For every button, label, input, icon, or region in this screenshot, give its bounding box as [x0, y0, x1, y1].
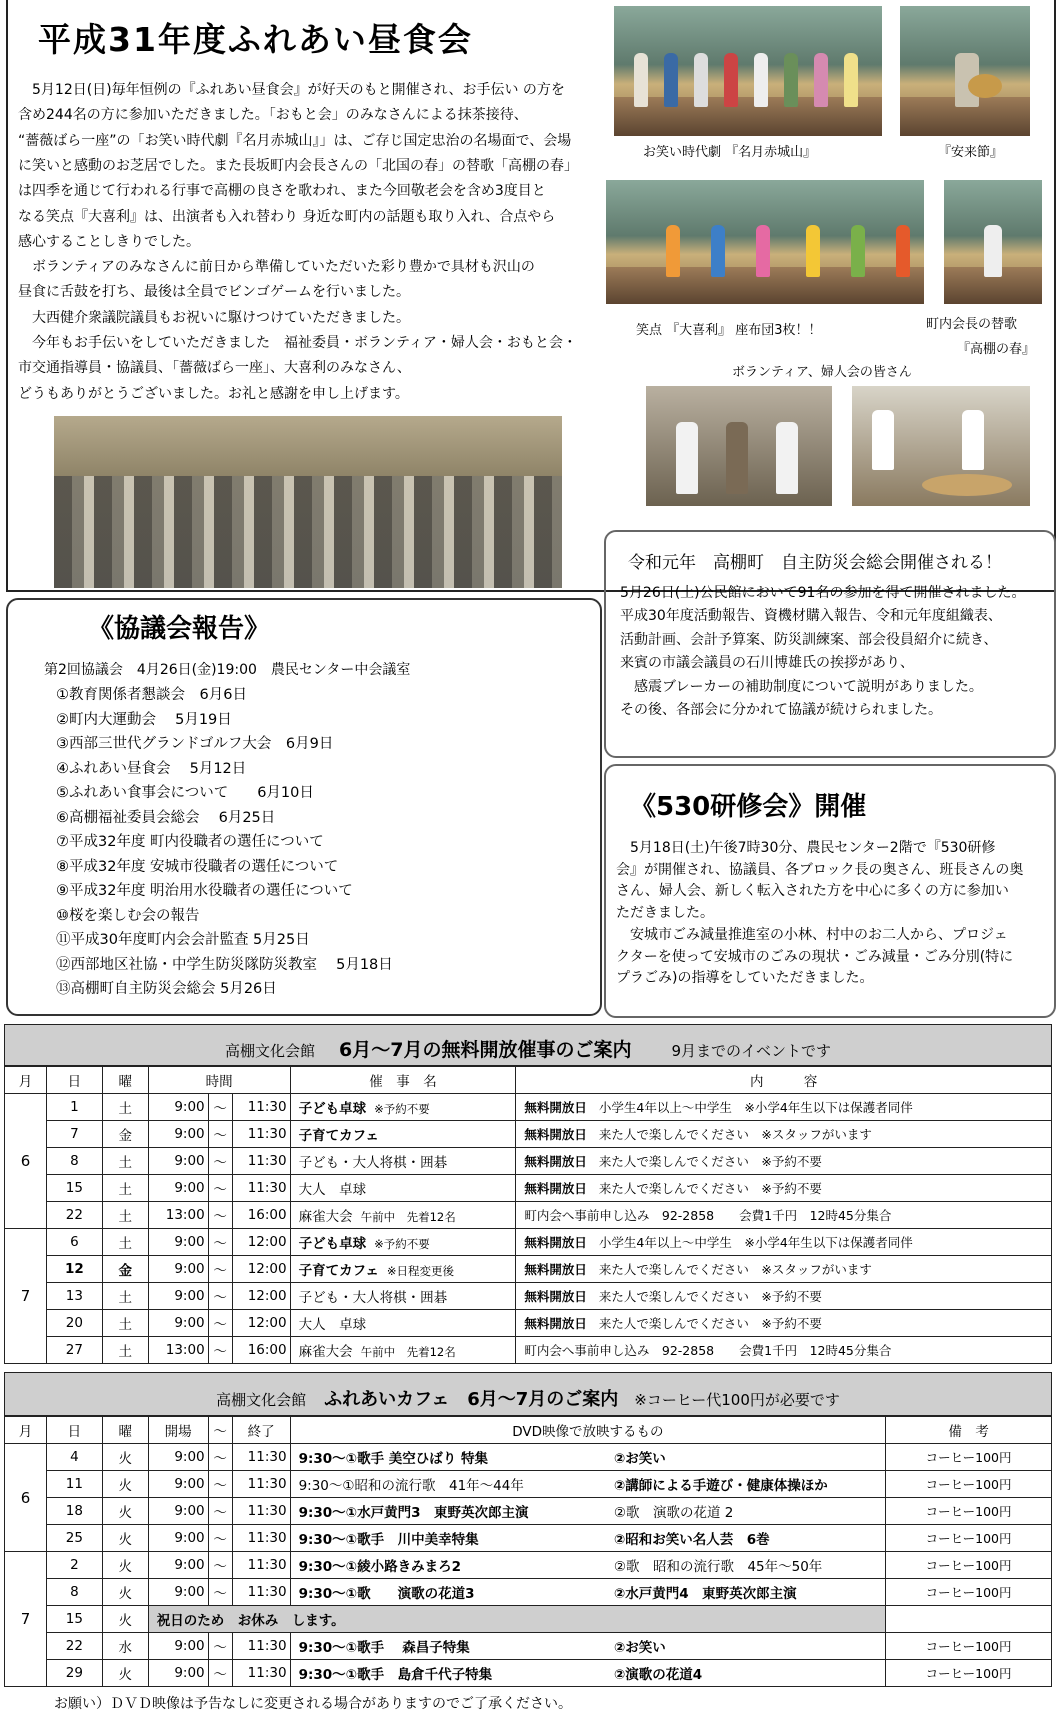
event-sep: ～ [208, 1337, 232, 1364]
bousai-line: 平成30年度活動報告、資機材購入報告、令和元年度組織表、 [620, 608, 1002, 625]
bousai-line: 感震ブレーカーの補助制度について説明がありました。 [620, 678, 983, 695]
event-name-note: ※日程変更後 [386, 1264, 455, 1278]
event-day: 12 [46, 1256, 102, 1283]
event-name: 子ども・大人将棋・囲碁 [298, 1155, 448, 1171]
event-end: 11:30 [232, 1094, 290, 1121]
cafe-dow: 火 [102, 1660, 148, 1687]
event-tag: 無料開放日 [524, 1316, 587, 1331]
cafe-open: 9:00 [148, 1633, 208, 1660]
lunch-body-line: “薔薇ばら一座”の「お笑い時代劇『名月赤城山』」は、ご存じ国定忠治の名場面で、会場 [18, 132, 572, 149]
event-tag: 無料開放日 [524, 1262, 587, 1277]
cafe-col-sep: ～ [208, 1417, 232, 1444]
photo-lunch-hall [54, 416, 562, 588]
events-note: 9月までのイベントです [671, 1042, 831, 1060]
event-name-cell [290, 1148, 516, 1175]
event-day: 22 [46, 1202, 102, 1229]
lunch-body-line: 含め244名の方に参加いただきました。「おもと会」のみなさんによる抹茶接待、 [18, 107, 528, 124]
event-month: 6 [5, 1094, 47, 1229]
event-sep: ～ [208, 1121, 232, 1148]
event-name: 大人 卓球 [298, 1317, 367, 1333]
event-name-note: ※予約不要 [374, 1102, 430, 1116]
events-heading: 6月～7月の無料開放催事のご案内 [339, 1039, 632, 1061]
cafe-note: ※コーヒー代100円が必要です [634, 1391, 840, 1409]
event-sep: ～ [208, 1148, 232, 1175]
event-name: 子ども卓球 [298, 1236, 367, 1252]
cafe-dvd-1: 9:30～①綾小路きみまろ2 [290, 1552, 606, 1579]
cafe-dow: 火 [102, 1498, 148, 1525]
kenshu-line: クターを使って安城市のごみの現状・ごみ減量・ごみ分別(特に [616, 948, 1014, 965]
cafe-dow: 水 [102, 1633, 148, 1660]
lunch-title: 平成31年度ふれあい昼食会 [38, 20, 473, 59]
event-content: 来た人で楽しんでください ※スタッフがいます [598, 1127, 872, 1142]
event-dow: 土 [102, 1148, 148, 1175]
event-sep: ～ [208, 1256, 232, 1283]
cafe-remark [886, 1606, 1052, 1633]
cafe-dvd-2: ②水戸黄門4 東野英次郎主演 [606, 1579, 886, 1606]
event-content-cell [516, 1229, 1052, 1256]
event-dow: 土 [102, 1283, 148, 1310]
cafe-day: 18 [46, 1498, 102, 1525]
cafe-open: 9:00 [148, 1552, 208, 1579]
event-sep: ～ [208, 1229, 232, 1256]
cafe-end: 11:30 [232, 1498, 290, 1525]
event-dow: 土 [102, 1337, 148, 1364]
council-item: ⑪平成30年度町内会会計監査 5月25日 [56, 932, 310, 948]
cafe-remark: コーヒー100円 [886, 1525, 1052, 1552]
event-start: 13:00 [148, 1337, 208, 1364]
council-item: ②町内大運動会 5月19日 [56, 711, 232, 728]
photo-yasugi [900, 6, 1030, 136]
cafe-remark: コーヒー100円 [886, 1444, 1052, 1471]
col-month: 月 [5, 1067, 47, 1094]
council-item: ④ふれあい昼食会 5月12日 [56, 760, 247, 777]
event-tag: 無料開放日 [524, 1235, 587, 1250]
cafe-open: 9:00 [148, 1444, 208, 1471]
events-table [4, 1066, 1052, 1364]
cafe-end: 11:30 [232, 1552, 290, 1579]
event-name-cell [290, 1094, 516, 1121]
event-dow: 土 [102, 1175, 148, 1202]
photo-volunteers-2 [852, 386, 1030, 506]
lunch-body-line: 感心することしきりでした。 [18, 233, 200, 250]
cafe-dvd-1: 9:30～①歌手 島倉千代子特集 [290, 1660, 606, 1687]
lunch-body-line: ボランティアのみなさんに前日から準備していただいた彩り豊かで具材も沢山の [18, 259, 535, 276]
event-start: 9:00 [148, 1229, 208, 1256]
event-name-cell [290, 1256, 516, 1283]
council-title: 《協議会報告》 [88, 614, 271, 644]
council-item: ①教育関係者懇談会 6月6日 [56, 687, 247, 703]
col-name: 催 事 名 [290, 1067, 516, 1094]
event-name: 麻雀大会 [298, 1344, 353, 1360]
cafe-footer: お願い）ＤＶＤ映像は予告なしに変更される場合がありますのでご了承ください。 [54, 1696, 572, 1712]
events-venue: 高棚文化会館 [224, 1042, 315, 1060]
event-start: 9:00 [148, 1121, 208, 1148]
lunch-body-line: 市交通指導員・協議員、「薔薇ばら一座」、大喜利のみなさん、 [18, 360, 411, 377]
event-row [5, 1256, 1052, 1283]
event-name-cell [290, 1337, 516, 1364]
cafe-remark: コーヒー100円 [886, 1660, 1052, 1687]
cafe-end: 11:30 [232, 1471, 290, 1498]
bousai-line: 5月26日(土)公民館において91名の参加を得て開催されました。 [620, 585, 1026, 601]
cafe-end: 11:30 [232, 1633, 290, 1660]
event-end: 11:30 [232, 1175, 290, 1202]
event-end: 12:00 [232, 1283, 290, 1310]
event-name: 子育てカフェ [298, 1128, 379, 1144]
event-name: 大人 卓球 [298, 1182, 367, 1198]
council-item: ⑥高棚福祉委員会総会 6月25日 [56, 809, 276, 826]
event-row [5, 1148, 1052, 1175]
event-row [5, 1094, 1052, 1121]
event-content-cell [516, 1256, 1052, 1283]
cafe-month: 6 [5, 1444, 47, 1552]
events-banner [4, 1024, 1052, 1066]
event-end: 11:30 [232, 1121, 290, 1148]
cafe-dow: 火 [102, 1552, 148, 1579]
cafe-row [5, 1606, 1052, 1633]
cafe-dow: 火 [102, 1606, 148, 1633]
event-start: 9:00 [148, 1175, 208, 1202]
council-item: ⑬高棚町自主防災会総会 5月26日 [56, 981, 277, 997]
event-content: 来た人で楽しんでください ※予約不要 [598, 1316, 822, 1331]
event-day: 13 [46, 1283, 102, 1310]
event-name-cell [290, 1202, 516, 1229]
event-day: 8 [46, 1148, 102, 1175]
kenshu-line: 会』が開催され、協議員、各ブロック長の奥さん、班長さんの奥 [616, 861, 1024, 878]
cafe-sep: ～ [208, 1579, 232, 1606]
event-day: 20 [46, 1310, 102, 1337]
cafe-end: 11:30 [232, 1660, 290, 1687]
col-day: 日 [46, 1067, 102, 1094]
cafe-sep: ～ [208, 1633, 232, 1660]
event-row [5, 1283, 1052, 1310]
cafe-day: 15 [46, 1606, 102, 1633]
lunch-body-line: 今年もお手伝いをしていただきました 福祉委員・ボランティア・婦人会・おもと会・ [18, 335, 577, 351]
event-tag: 無料開放日 [524, 1154, 587, 1169]
event-content: 小学生4年以上～中学生 ※小学4年生以下は保護者同伴 [598, 1235, 913, 1250]
event-end: 16:00 [232, 1202, 290, 1229]
lunch-body-line: 大西健介衆議院議員もお祝いに駆けつけていただきました。 [18, 309, 410, 326]
bousai-line: その後、各部会に分かれて協議が続けられました。 [620, 702, 942, 718]
kenshu-line: 5月18日(土)午後7時30分、農民センター2階で『530研修 [616, 840, 996, 856]
cafe-dvd-1: 9:30～①歌 演歌の花道3 [290, 1579, 606, 1606]
cafe-end: 11:30 [232, 1525, 290, 1552]
cafe-row [5, 1633, 1052, 1660]
event-start: 9:00 [148, 1256, 208, 1283]
cafe-col-end: 終了 [232, 1417, 290, 1444]
cafe-dvd-1: 9:30～①水戸黄門3 東野英次郎主演 [290, 1498, 606, 1525]
cafe-end: 11:30 [232, 1444, 290, 1471]
event-start: 9:00 [148, 1283, 208, 1310]
cafe-col-remark: 備 考 [886, 1417, 1052, 1444]
cafe-day: 29 [46, 1660, 102, 1687]
council-item: ⑫西部地区社協・中学生防災隊防災教室 5月18日 [56, 956, 393, 973]
event-row [5, 1175, 1052, 1202]
col-time: 時間 [148, 1067, 290, 1094]
bousai-title: 令和元年 高棚町 自主防災会総会開催される！ [628, 553, 1002, 573]
event-month: 7 [5, 1229, 47, 1364]
event-day: 1 [46, 1094, 102, 1121]
cafe-open: 9:00 [148, 1471, 208, 1498]
cafe-dvd-2: ②歌 演歌の花道 2 [606, 1498, 886, 1525]
event-tag: 無料開放日 [524, 1127, 587, 1142]
cafe-remark: コーヒー100円 [886, 1579, 1052, 1606]
bousai-line: 活動計画、会計予算案、防災訓練案、部会役員紹介に続き、 [620, 631, 998, 648]
event-sep: ～ [208, 1175, 232, 1202]
cafe-dow: 火 [102, 1444, 148, 1471]
event-name-note: ※予約不要 [374, 1237, 430, 1251]
caption-chairman-1: 町内会長の替歌 [926, 317, 1018, 332]
council-item: ⑦平成32年度 町内役職者の選任について [56, 834, 324, 850]
event-tag: 無料開放日 [524, 1289, 587, 1304]
photo-shoten [606, 180, 924, 304]
event-content: 来た人で楽しんでください ※予約不要 [598, 1181, 822, 1196]
cafe-remark: コーヒー100円 [886, 1471, 1052, 1498]
cafe-dvd-1: 9:30～①歌手 川中美幸特集 [290, 1525, 606, 1552]
council-meeting: 第2回協議会 4月26日(金)19:00 農民センター中会議室 [44, 662, 411, 678]
cafe-row [5, 1498, 1052, 1525]
cafe-sep: ～ [208, 1525, 232, 1552]
kenshu-line: ただきました。 [616, 905, 714, 922]
photo-comedy-play [614, 6, 882, 136]
cafe-col-dvd: DVD映像で放映するもの [290, 1417, 886, 1444]
cafe-day: 4 [46, 1444, 102, 1471]
event-name-cell [290, 1175, 516, 1202]
cafe-day: 2 [46, 1552, 102, 1579]
event-name: 子育てカフェ [298, 1263, 379, 1279]
event-content-cell [516, 1175, 1052, 1202]
council-item: ⑨平成32年度 明治用水役職者の選任について [56, 883, 353, 899]
event-name: 麻雀大会 [298, 1209, 353, 1225]
cafe-dvd-2: ②お笑い [606, 1444, 886, 1471]
event-end: 12:00 [232, 1256, 290, 1283]
event-row [5, 1310, 1052, 1337]
cafe-day: 11 [46, 1471, 102, 1498]
event-start: 9:00 [148, 1310, 208, 1337]
lunch-body-line: どうもありがとうございました。お礼と感謝を申し上げます。 [18, 385, 409, 402]
cafe-dow: 火 [102, 1579, 148, 1606]
cafe-row [5, 1525, 1052, 1552]
event-day: 7 [46, 1121, 102, 1148]
cafe-sep: ～ [208, 1471, 232, 1498]
event-content: 来た人で楽しんでください ※予約不要 [598, 1154, 822, 1169]
event-content-cell [516, 1094, 1052, 1121]
caption-shoten: 笑点 『大喜利』 座布団3枚！！ [636, 323, 822, 338]
event-content-cell [516, 1121, 1052, 1148]
event-end: 12:00 [232, 1310, 290, 1337]
cafe-end: 11:30 [232, 1579, 290, 1606]
cafe-day: 25 [46, 1525, 102, 1552]
cafe-table [4, 1416, 1052, 1687]
event-name-note: 午前中 先着12名 [360, 1210, 456, 1224]
cafe-dvd-2: ②昭和お笑い名人芸 6巻 [606, 1525, 886, 1552]
col-content: 内 容 [516, 1067, 1052, 1094]
kenshu-line: プラごみ)の指導をしていただきました。 [616, 970, 874, 987]
kenshu-title: 《530研修会》開催 [630, 792, 867, 822]
event-end: 11:30 [232, 1148, 290, 1175]
event-dow: 土 [102, 1202, 148, 1229]
council-item: ⑧平成32年度 安城市役職者の選任について [56, 858, 339, 875]
event-content: 来た人で楽しんでください ※スタッフがいます [598, 1262, 872, 1277]
cafe-remark: コーヒー100円 [886, 1552, 1052, 1579]
cafe-dvd-2: ②歌 昭和の流行歌 45年～50年 [606, 1552, 886, 1579]
cafe-open: 9:00 [148, 1660, 208, 1687]
cafe-banner [4, 1372, 1052, 1416]
cafe-dvd-1: 9:30～①歌手 森昌子特集 [290, 1633, 606, 1660]
cafe-remark: コーヒー100円 [886, 1633, 1052, 1660]
cafe-col-dow: 曜 [102, 1417, 148, 1444]
cafe-dvd-2: ②講師による手遊び・健康体操ほか [606, 1471, 886, 1498]
event-start: 9:00 [148, 1148, 208, 1175]
event-day: 6 [46, 1229, 102, 1256]
cafe-venue: 高棚文化会館 [216, 1391, 307, 1409]
event-content: 町内会へ事前申し込み 92-2858 会費1千円 12時45分集合 [524, 1208, 892, 1223]
event-day: 27 [46, 1337, 102, 1364]
cafe-day: 8 [46, 1579, 102, 1606]
event-row [5, 1337, 1052, 1364]
cafe-row [5, 1579, 1052, 1606]
council-item: ⑤ふれあい食事会について 6月10日 [56, 785, 314, 801]
cafe-month: 7 [5, 1552, 47, 1687]
cafe-row [5, 1552, 1052, 1579]
kenshu-line: 安城市ごみ減量推進室の小林、村中のお二人から、プロジェ [616, 926, 1008, 943]
caption-yasugi: 『安来節』 [938, 145, 1004, 160]
event-tag: 無料開放日 [524, 1181, 587, 1196]
bousai-line: 来賓の市議会議員の石川博雄氏の挨拶があり、 [620, 655, 914, 672]
cafe-open: 9:00 [148, 1525, 208, 1552]
event-name: 子ども卓球 [298, 1101, 367, 1117]
event-start: 13:00 [148, 1202, 208, 1229]
cafe-col-month: 月 [5, 1417, 47, 1444]
event-dow: 金 [102, 1256, 148, 1283]
col-dow: 曜 [102, 1067, 148, 1094]
kenshu-line: さん、婦人会、新しく転入された方を中心に多くの方に参加い [616, 883, 1009, 900]
event-day: 15 [46, 1175, 102, 1202]
lunch-body-line: は四季を通じて行われる行事で高棚の良さを歌われ、また今回敬老会を含め3度目と [18, 183, 546, 200]
cafe-sep: ～ [208, 1498, 232, 1525]
event-name-cell [290, 1229, 516, 1256]
cafe-open: 9:00 [148, 1579, 208, 1606]
lunch-body-line: 5月12日(日)毎年恒例の『ふれあい昼食会』が好天のもと開催され、お手伝い の方を [18, 82, 565, 98]
cafe-dvd-2: ②演歌の花道4 [606, 1660, 886, 1687]
cafe-holiday: 祝日のため お休み します。 [148, 1606, 885, 1633]
caption-play: お笑い時代劇 『名月赤城山』 [643, 145, 817, 160]
event-dow: 土 [102, 1094, 148, 1121]
cafe-sep: ～ [208, 1660, 232, 1687]
event-content-cell [516, 1202, 1052, 1229]
event-row [5, 1121, 1052, 1148]
council-item: ⑩桜を楽しむ会の報告 [56, 907, 200, 924]
event-dow: 金 [102, 1121, 148, 1148]
cafe-open: 9:00 [148, 1498, 208, 1525]
lunch-body-line: 昼食に舌鼓を打ち、最後は全員でビンゴゲームを行いました。 [18, 284, 410, 301]
event-name-cell [290, 1283, 516, 1310]
cafe-row [5, 1660, 1052, 1687]
cafe-dvd-2: ②お笑い [606, 1633, 886, 1660]
cafe-day: 22 [46, 1633, 102, 1660]
cafe-heading: ふれあいカフェ 6月～7月のご案内 [324, 1389, 619, 1410]
event-sep: ～ [208, 1310, 232, 1337]
cafe-sep: ～ [208, 1552, 232, 1579]
cafe-dvd-1: 9:30～①歌手 美空ひばり 特集 [290, 1444, 606, 1471]
council-item: ③西部三世代グランドゴルフ大会 6月9日 [56, 736, 334, 752]
event-sep: ～ [208, 1283, 232, 1310]
event-sep: ～ [208, 1094, 232, 1121]
event-name: 子ども・大人将棋・囲碁 [298, 1290, 448, 1306]
event-content: 小学生4年以上～中学生 ※小学4年生以下は保護者同伴 [598, 1100, 913, 1115]
event-end: 16:00 [232, 1337, 290, 1364]
cafe-sep: ～ [208, 1444, 232, 1471]
event-tag: 無料開放日 [524, 1100, 587, 1115]
event-content-cell [516, 1283, 1052, 1310]
cafe-remark: コーヒー100円 [886, 1498, 1052, 1525]
cafe-col-day: 日 [46, 1417, 102, 1444]
event-content-cell [516, 1148, 1052, 1175]
event-row [5, 1229, 1052, 1256]
event-content: 来た人で楽しんでください ※予約不要 [598, 1289, 822, 1304]
event-name-note: 午前中 先着12名 [360, 1345, 456, 1359]
event-name-cell [290, 1310, 516, 1337]
event-content-cell [516, 1337, 1052, 1364]
caption-chairman-2: 『高棚の春』 [957, 342, 1036, 357]
event-sep: ～ [208, 1202, 232, 1229]
lunch-body-line: なる笑点『大喜利』は、出演者も入れ替わり 身近な町内の話題も取り入れ、合点やら [18, 208, 556, 225]
cafe-dow: 火 [102, 1525, 148, 1552]
event-content: 町内会へ事前申し込み 92-2858 会費1千円 12時45分集合 [524, 1343, 892, 1358]
cafe-dow: 火 [102, 1471, 148, 1498]
cafe-col-open: 開場 [148, 1417, 208, 1444]
event-dow: 土 [102, 1310, 148, 1337]
lunch-body-line: に笑いと感動のお芝居でした。また長坂町内会長さんの「北国の春」の替歌「高棚の春」 [18, 157, 578, 174]
photo-chairman [944, 180, 1042, 304]
cafe-row [5, 1471, 1052, 1498]
event-name-cell [290, 1121, 516, 1148]
caption-volunteer: ボランティア、婦人会の皆さん [732, 365, 912, 380]
event-end: 12:00 [232, 1229, 290, 1256]
event-row [5, 1202, 1052, 1229]
photo-volunteers-1 [646, 386, 832, 506]
event-content-cell [516, 1310, 1052, 1337]
event-start: 9:00 [148, 1094, 208, 1121]
cafe-row [5, 1444, 1052, 1471]
event-dow: 土 [102, 1229, 148, 1256]
cafe-dvd-1: 9:30～①昭和の流行歌 41年～44年 [290, 1471, 606, 1498]
